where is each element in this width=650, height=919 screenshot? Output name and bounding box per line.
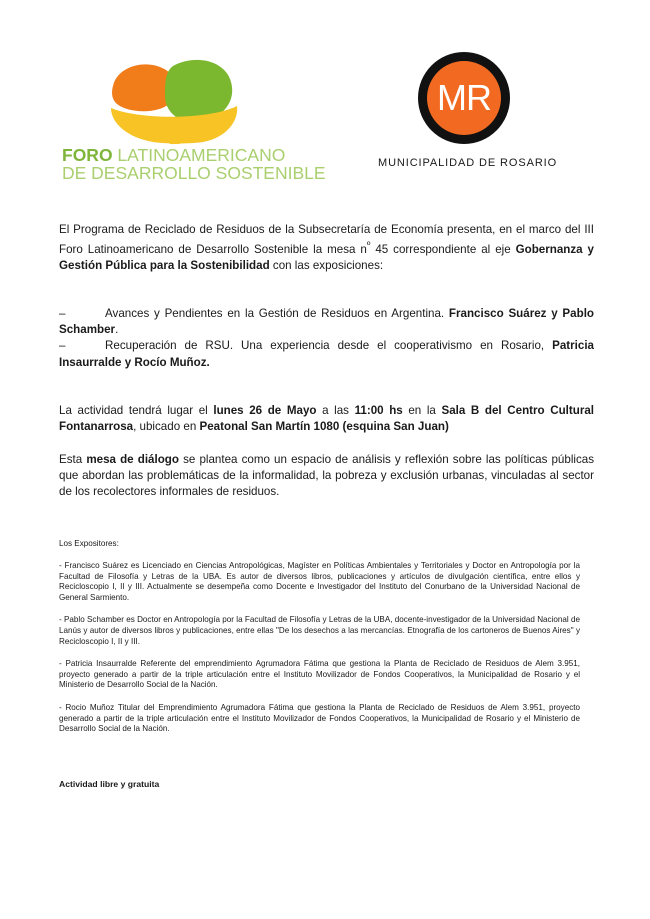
description-paragraph <box>59 452 594 501</box>
foro-word-foro: FORO <box>62 145 113 165</box>
exposition-item-2 <box>59 338 594 371</box>
intro-highlight-axis: Gobernanza y Gestión Pública para la Sostenibilidad <box>59 243 594 273</box>
description-highlight: mesa de diálogo <box>86 452 179 466</box>
foro-wordmark-line2: DE DESARROLLO SOSTENIBLE <box>62 162 326 183</box>
intro-ordinal: º <box>366 240 371 252</box>
mr-circle-inner <box>427 61 501 135</box>
document-header <box>0 0 650 196</box>
expositores-heading: Los Expositores: <box>59 539 119 548</box>
spacer-after-activity <box>59 436 594 452</box>
exposition-speakers-2: Patricia Insaurralde y Rocío Muñoz. <box>59 339 594 369</box>
activity-text-part3: en la <box>402 403 442 417</box>
intro-paragraph <box>59 222 594 275</box>
activity-text-part4: , ubicado en <box>133 420 200 434</box>
exposition-title-1: Avances y Pendientes en la Gestión de Residuos en Argentina. <box>105 306 449 320</box>
foro-word-latinoamericano: LATINOAMERICANO <box>112 145 286 165</box>
spacer-after-expositions <box>59 371 594 403</box>
activity-date: lunes 26 de Mayo <box>213 403 317 417</box>
mr-circle-icon <box>418 52 510 144</box>
description-text-part1: Esta <box>59 452 87 466</box>
activity-address: Peatonal San Martín 1080 (esquina San Juan) <box>199 420 449 434</box>
footer-note: Actividad libre y gratuita <box>59 779 160 789</box>
foro-latinoamericano-logo <box>62 52 326 183</box>
bio-rocio-munoz: - Rocio Muñoz Titular del Emprendimiento Agrumadora Fátima que gestiona la Planta de Reciclado de Residuos de Alem 3.951, proyecto generado a partir de la triple articulación entre el Instituto Movilizador de Fondos Cooperativos, la Municipalidad de Rosario y el Ministerio de Desarrollo Social de la Nación. <box>59 702 580 734</box>
bio-francisco-suarez: - Francisco Suárez es Licenciado en Ciencias Antropológicas, Magíster en Políticas Ambientales y Territoriales y Doctor en Antropología por la Facultad de Filosofía y Letras de la UBA. Es autor de diversos libros, publicaciones y artículos de divulgación científica, entre ellos y Recicloscopio I, II y III. Actualmente se desempeña como Docente e Investigador del Instituto del Conurbano de la Universidad Nacional de General Sarmiento. <box>59 561 580 602</box>
exposition-title-2: Recuperación de RSU. Una experiencia desde el cooperativismo en Rosario, <box>105 339 553 353</box>
foro-wordmark <box>62 145 326 183</box>
intro-text-part1: El Programa de Reciclado de Residuos de la Subsecretaría de Economía presenta, en el marco del III Foro Latinoamericano de Desarrollo Sostenible la mesa n <box>59 223 594 257</box>
bio-pablo-schamber: - Pablo Schamber es Doctor en Antropología por la Facultad de Filosofía y Letras de la UBA, docente-investigador de la Universidad Nacional de Lanús y autor de diversos libros y publicaciones, entre ellas "De los desechos a las mercancías. Etnografía de los cartoneros de Buenos Aires" y Recicloscopio I, II y III. <box>59 615 580 646</box>
document-body <box>59 222 594 500</box>
description-text-part2: se plantea como un espacio de análisis y reflexión sobre las políticas públicas que abordan las problemáticas de la informalidad, la pobreza y exclusión urbanas, vinculadas al sector de los recolectores informales de residuos. <box>59 452 595 499</box>
exposition-item-1 <box>59 306 594 339</box>
mr-monogram: MR <box>437 77 491 118</box>
activity-text-part2: a las <box>316 403 355 417</box>
expositores-section <box>59 538 580 735</box>
exposition-dash-2: – <box>59 339 66 353</box>
activity-text-part1: La actividad tendrá lugar el <box>59 403 214 417</box>
activity-venue: Sala B del Centro Cultural Fontanarrosa <box>59 403 595 434</box>
exposition-dash-1: – <box>59 306 66 320</box>
mr-logo-caption: MUNICIPALIDAD DE ROSARIO <box>378 157 558 169</box>
spacer-after-intro <box>59 275 594 306</box>
expositions-list <box>59 306 594 371</box>
foro-leaf-bowl-icon <box>62 52 294 144</box>
bio-patricia-insaurralde: - Patricia Insaurralde Referente del emprendimiento Agrumadora Fátima que gestiona la Planta de Reciclado de Residuos de Alem 3.951, proyecto generado a partir de la triple articulación entre el Instituto Movilizador de Fondos Cooperativos, la Municipalidad de Rosario y el Ministerio de Desarrollo Social de la Nación. <box>59 659 580 690</box>
municipalidad-rosario-logo <box>378 52 558 169</box>
exposition-speakers-1: Francisco Suárez y Pablo Schamber <box>59 306 594 337</box>
intro-text-part3: con las exposiciones: <box>269 259 384 273</box>
intro-text-part2: 45 correspondiente al eje <box>370 243 516 257</box>
exposition-end-1: . <box>115 323 119 337</box>
activity-paragraph <box>59 403 594 436</box>
activity-time: 11:00 hs <box>354 403 403 417</box>
